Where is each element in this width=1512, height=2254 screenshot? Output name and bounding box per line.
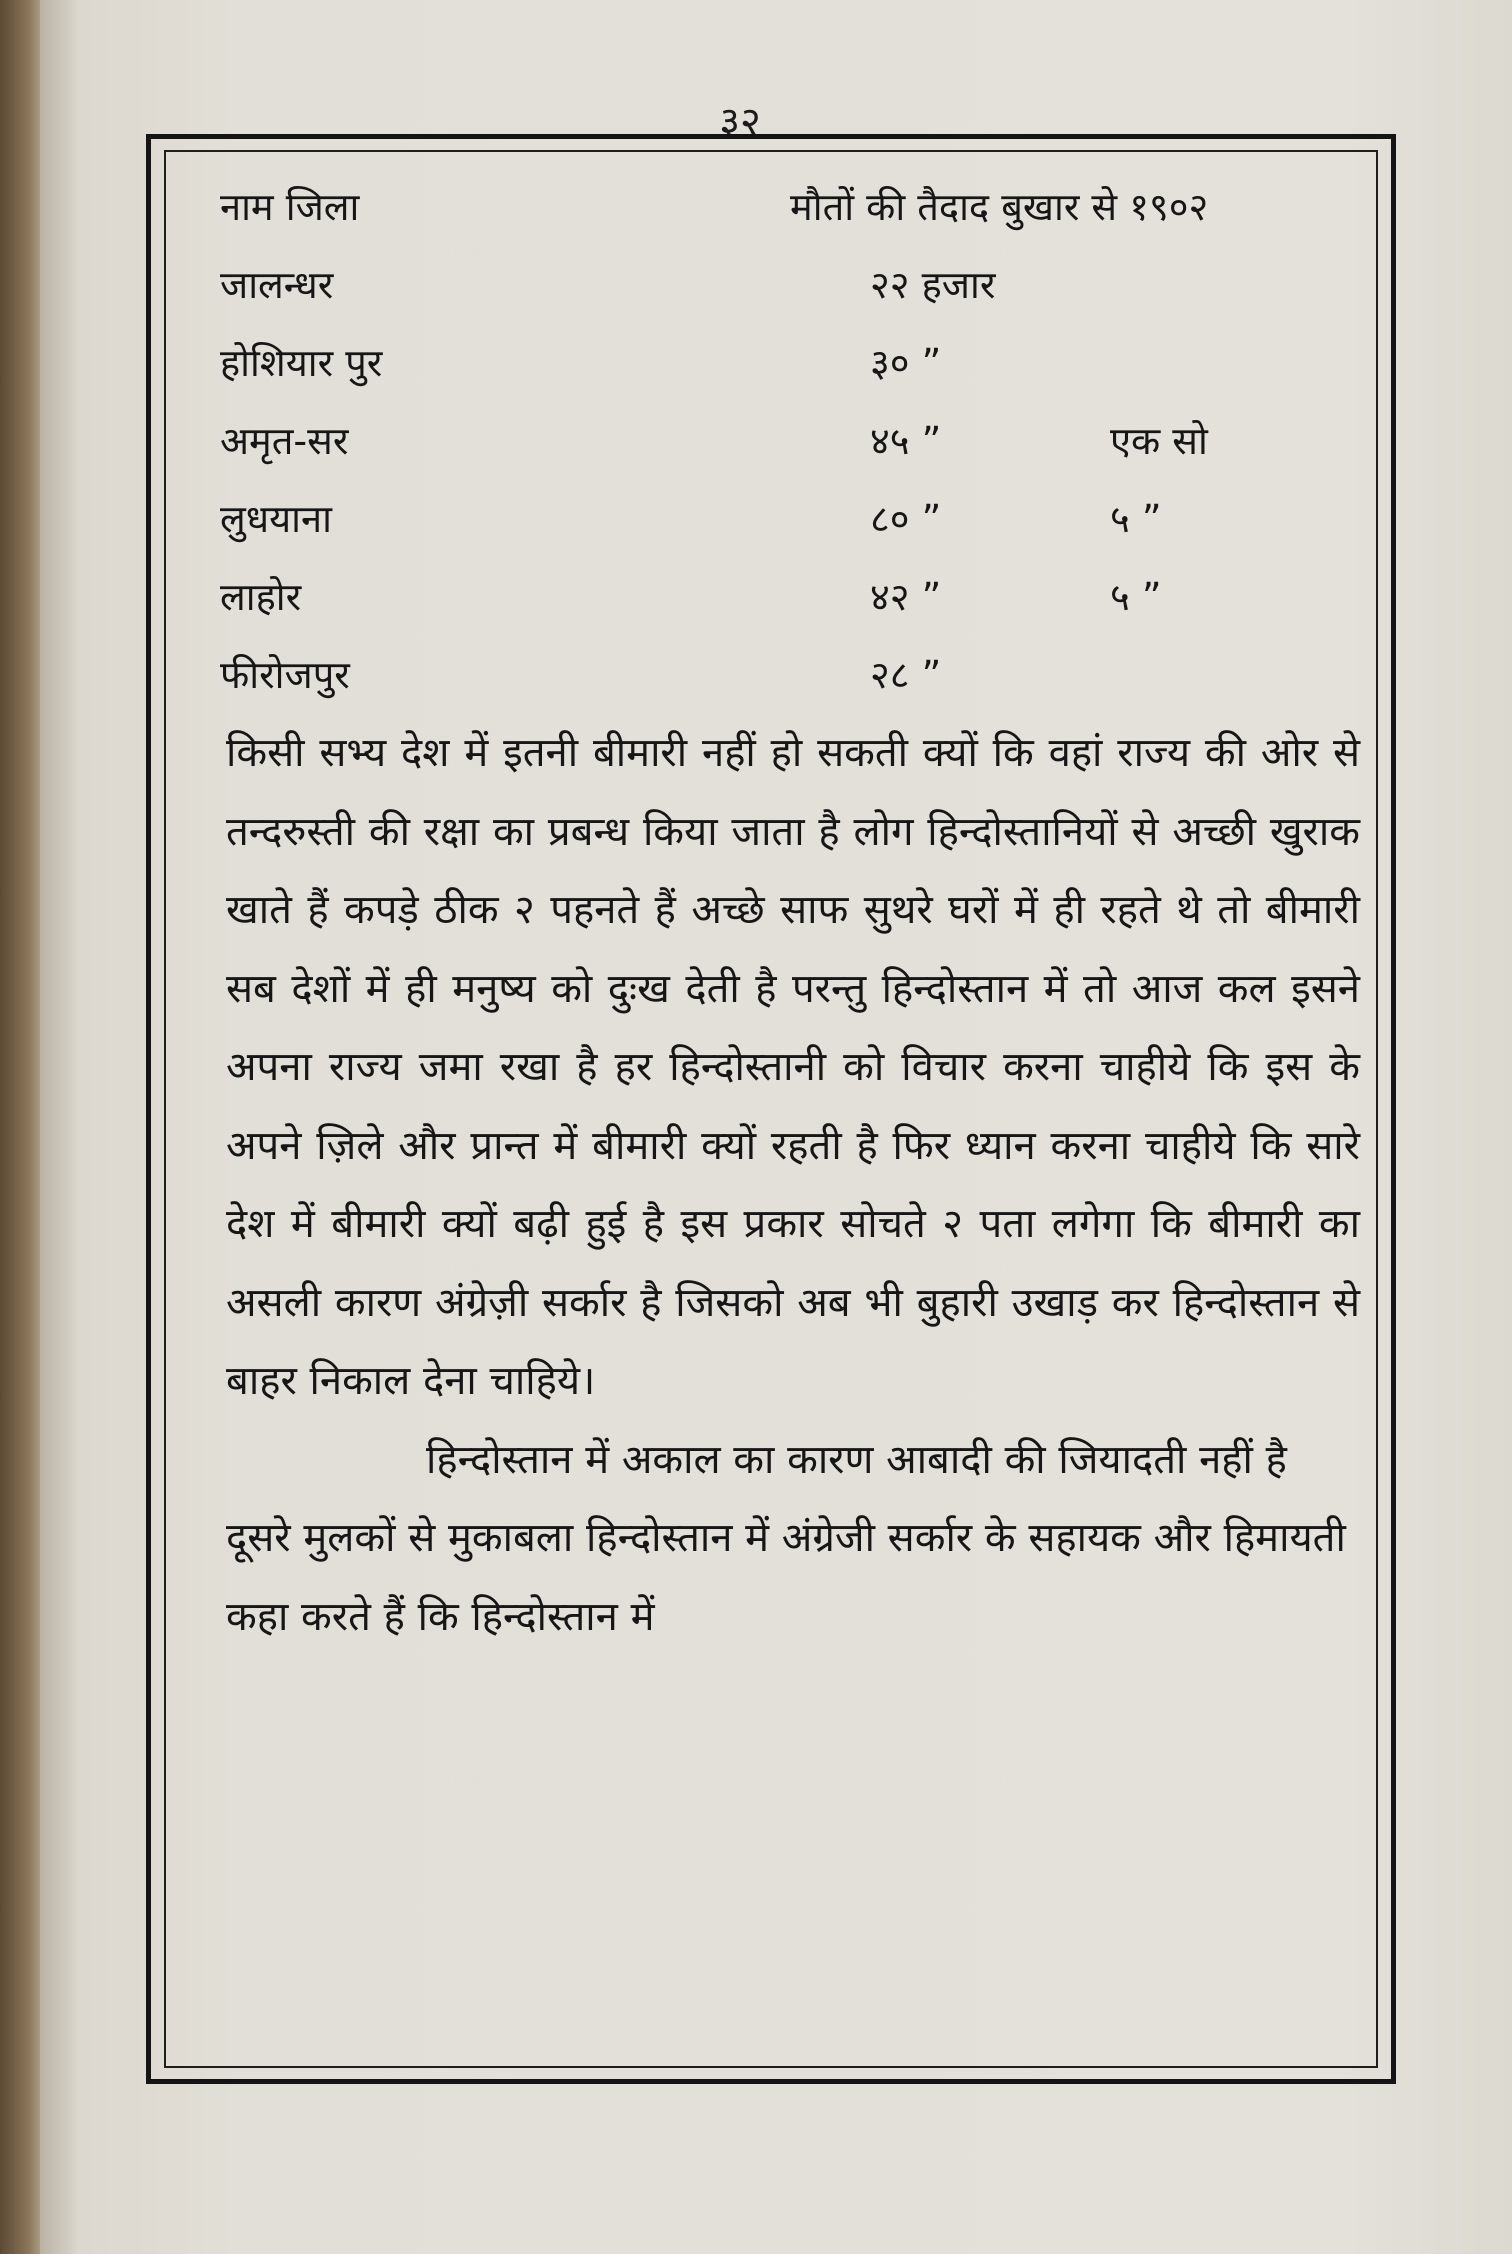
page-content bbox=[180, 168, 1370, 1656]
header-district: नाम जिला bbox=[220, 185, 360, 229]
page-number: ३२ bbox=[719, 99, 761, 145]
extra-count: एक सो bbox=[1110, 419, 1208, 463]
death-count: ४२ ” bbox=[870, 575, 942, 619]
table-row bbox=[180, 402, 1370, 480]
table-row bbox=[180, 480, 1370, 558]
death-count: ८० ” bbox=[870, 497, 942, 541]
table-row bbox=[180, 324, 1370, 402]
death-count: ४५ ” bbox=[870, 419, 942, 463]
table-row bbox=[180, 558, 1370, 636]
table-row bbox=[180, 246, 1370, 324]
table-row bbox=[180, 636, 1370, 714]
district-name: फीरोजपुर bbox=[220, 653, 350, 697]
death-count: २२ हजार bbox=[870, 263, 996, 307]
extra-count: ५ ” bbox=[1110, 575, 1162, 619]
district-name: लाहोर bbox=[220, 575, 302, 619]
district-name: लुधयाना bbox=[220, 497, 332, 541]
district-name: जालन्धर bbox=[220, 263, 334, 307]
district-name: अमृत-सर bbox=[220, 419, 349, 463]
extra-count: ५ ” bbox=[1110, 497, 1162, 541]
book-spine bbox=[0, 0, 40, 2254]
body-paragraph: किसी सभ्य देश में इतनी बीमारी नहीं हो सकती क्यों कि वहां राज्य की ओर से तन्दरुस्ती की रक्षा का प्रबन्ध किया जाता है लोग हिन्दोस्तानियों से अच्छी खुराक खाते हैं कपड़े ठीक २ पहनते हैं अच्छे साफ सुथरे घरों में ही रहते थे तो बीमारी सब देशों में ही मनुष्य को दुःख देती है परन्तु हिन्दोस्तान में तो आज कल इसने अपना राज्य जमा रखा है हर हिन्दोस्तानी को विचार करना चाहीये कि इस के अपने ज़िले और प्रान्त में बीमारी क्यों रहती है फिर ध्यान करना चाहीये कि सारे देश में बीमारी क्यों बढ़ी हुई है इस प्रकार सोचते २ पता लगेगा कि बीमारी का असली कारण अंग्रेज़ी सर्कार है जिसको अब भी बुहारी उखाड़ कर हिन्दोस्तान से बाहर निकाल देना चाहिये। bbox=[226, 730, 1360, 1404]
district-name: होशियार पुर bbox=[220, 341, 383, 385]
body-paragraph-continued: हिन्दोस्तान में अकाल का कारण आबादी की जियादती नहीं है दूसरे मुलकों से मुकाबला हिन्दोस्तान में अंग्रेजी सर्कार के सहायक और हिमायती कहा करते हैं कि हिन्दोस्तान में bbox=[226, 1436, 1346, 1640]
death-count: २८ ” bbox=[870, 653, 942, 697]
death-count: ३० ” bbox=[870, 341, 942, 385]
table-header bbox=[180, 168, 1370, 246]
header-deaths: मौतों की तैदाद बुखार से १९०२ bbox=[790, 185, 1209, 229]
